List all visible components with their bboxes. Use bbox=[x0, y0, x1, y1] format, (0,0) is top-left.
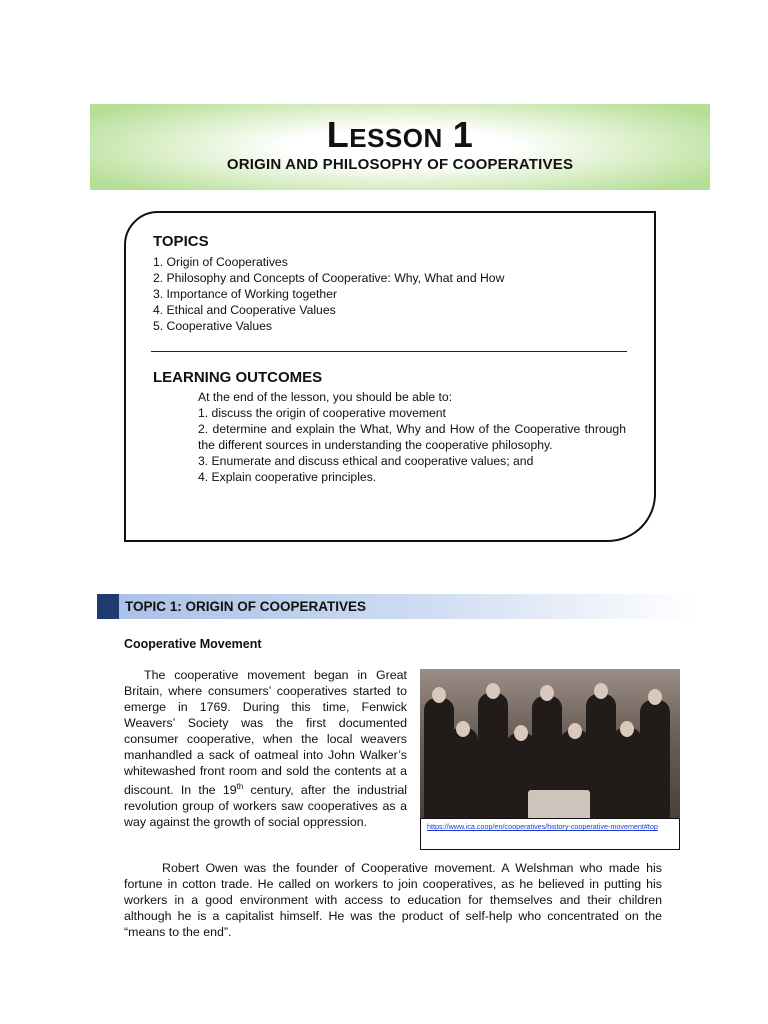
lesson-banner bbox=[90, 104, 710, 190]
topic-item: 3. Importance of Working together bbox=[153, 287, 338, 301]
photo-figure bbox=[640, 700, 670, 818]
photo-figure-head bbox=[514, 725, 528, 741]
topic-item: 1. Origin of Cooperatives bbox=[153, 255, 288, 269]
photo-figure-head bbox=[486, 683, 500, 699]
photo-figure-head bbox=[594, 683, 608, 699]
photo-figure bbox=[478, 693, 508, 818]
topic-item: 4. Ethical and Cooperative Values bbox=[153, 303, 336, 317]
photo-figure-head bbox=[648, 689, 662, 705]
photo-figure-head bbox=[540, 685, 554, 701]
paragraph-robert-owen bbox=[124, 860, 662, 940]
photo-figure-head bbox=[456, 721, 470, 737]
topic-bar bbox=[97, 594, 697, 619]
outcome-item: 4. Explain cooperative principles. bbox=[198, 470, 377, 484]
photo-figure bbox=[448, 728, 478, 818]
outcome-item: 2. determine and explain the What, Why and How of the Cooperative through the different sources in understanding the cooperative philosophy. bbox=[198, 422, 626, 452]
paragraph-text: Robert Owen was the founder of Cooperative movement. A Welshman who made his fortune in cotton trade. He called on workers to join cooperatives, as he believed in putting his workers in a good environment with access to education for themselves and their children although he is a capitalist himself. He was the product of self-help who concentrated on the “means to the end”. bbox=[124, 861, 662, 939]
lesson-title-rest: ESSON bbox=[349, 123, 443, 153]
topic-bar-label: TOPIC 1: ORIGIN OF COOPERATIVES bbox=[125, 599, 367, 614]
paragraph-text: century, after the industrial revolution group of workers saw cooperatives as a way against the growth of social oppression. bbox=[124, 783, 408, 830]
lesson-title bbox=[90, 114, 710, 156]
photo-figure-head bbox=[568, 723, 582, 739]
topic-list bbox=[153, 254, 504, 334]
topic-item: 2. Philosophy and Concepts of Cooperative: Why, What and How bbox=[153, 271, 505, 285]
outcomes-heading: LEARNING OUTCOMES bbox=[153, 369, 323, 386]
photo-figure bbox=[612, 728, 642, 818]
lesson-number: 1 bbox=[452, 114, 474, 155]
photo-figure-head bbox=[432, 687, 446, 703]
lesson-title-initial: L bbox=[326, 114, 350, 155]
photo-figure-head bbox=[620, 721, 634, 737]
photo-caption-link[interactable]: https://www.ica.coop/en/cooperatives/history-cooperative-movement#top bbox=[420, 818, 680, 850]
outcomes-intro: At the end of the lesson, you should be able to: bbox=[198, 390, 453, 404]
outcomes-list bbox=[198, 389, 626, 485]
topic-item: 5. Cooperative Values bbox=[153, 319, 273, 333]
paragraph-cooperative-movement bbox=[124, 667, 407, 830]
topics-box bbox=[124, 211, 656, 542]
outcome-item: 1. discuss the origin of cooperative movement bbox=[198, 406, 446, 420]
section-heading: Cooperative Movement bbox=[124, 637, 262, 651]
divider bbox=[151, 351, 627, 352]
historical-group-photo bbox=[420, 669, 680, 818]
superscript: th bbox=[236, 782, 244, 791]
topics-heading: TOPICS bbox=[153, 233, 209, 250]
lesson-subtitle: ORIGIN AND PHILOSOPHY OF COOPERATIVES bbox=[226, 156, 574, 173]
photo-table bbox=[528, 790, 590, 818]
outcome-item: 3. Enumerate and discuss ethical and cooperative values; and bbox=[198, 454, 534, 468]
topic-bar-marker bbox=[97, 594, 119, 619]
paragraph-text: The cooperative movement began in Great Britain, where consumers’ cooperatives started to emerge in 1769. During this time, Fenwick Weavers’ Society was the first documented consumer cooperative, when the local weavers manhandled a sack of oatmeal into John Walker’s whitewashed front room and sold the contents at a discount. In the 19 bbox=[124, 668, 407, 798]
